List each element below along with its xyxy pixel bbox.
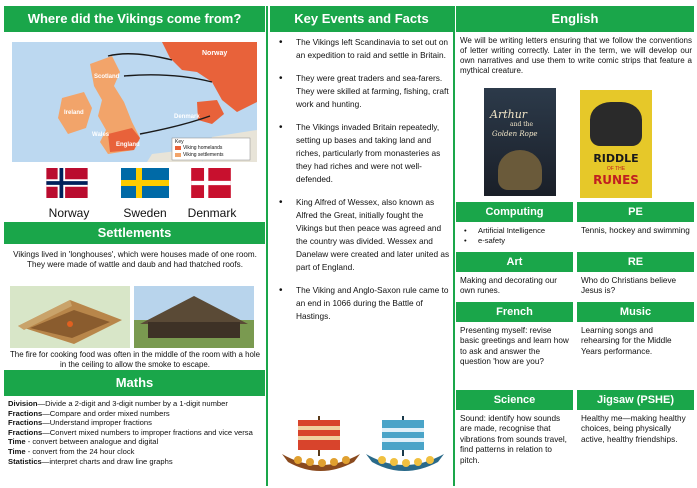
viking-ships-image [274,406,450,478]
sweden-flag-icon [118,168,172,198]
french-section [456,302,573,372]
map-key-settlements: Viking settlements [183,152,224,158]
map-label-england: England [116,142,140,148]
book-cover-arthur: Arthur and the Golden Rope [484,88,556,196]
pe-section [577,202,694,240]
list-item: • Artificial Intelligence [462,226,573,236]
music-title: Music [577,302,694,322]
list-item: • King Alfred of Wessex, also known as Alfred the Great, initially fought the Vikings but then peace was agreed and the country was divided. Wessex and Danelaw were created and later united as part of England. [274,196,452,274]
vikings-map [12,42,257,162]
jigsaw-title: Jigsaw (PSHE) [577,390,694,410]
column-right [456,6,694,486]
map-key-homelands: Viking homelands [183,145,223,151]
list-item: • The Viking and Anglo-Saxon rule came to an end in 1066 during the Battle of Hastings. [274,284,452,323]
music-section [577,302,694,361]
vikings-title: Where did the Vikings come from? [4,6,265,32]
divider [453,6,455,486]
art-title: Art [456,252,573,272]
settlements-title: Settlements [4,222,265,244]
map-label-wales: Wales [92,132,110,138]
science-text: Sound: identify how sounds are made, recognise that vibrations from sounds travel, find patterns in relation to pitch. [460,414,567,465]
maths-item: Time - convert from the 24 hour clock [8,446,135,456]
jigsaw-text: Healthy me—making healthy choices, being physically active, healthy friendships. [581,414,686,444]
map-key-title: Key [175,139,184,145]
re-text: Who do Christians believe Jesus is? [581,276,677,296]
science-section [456,390,573,470]
column-left [4,6,265,486]
art-section [456,252,573,301]
maths-item: Time - convert between analogue and digital [8,437,159,447]
computing-list [456,222,573,245]
settlements-text: Vikings lived in 'longhouses', which were houses made of one room. They were made of wattle and daub and had thatched roofs. [13,250,257,270]
french-text: Presenting myself: revise basic greetings and learn how to ask and answer the question 'how are you? [460,326,569,367]
maths-list [8,399,264,466]
book-cover-riddle-runes: RIDDLE OF THE RUNES [580,90,652,198]
english-title: English [456,6,694,32]
list-item: • The Vikings invaded Britain repeatedly, setting up bases and taking land and riches, particularly from monasteries as they had riches and were not well-defended. [274,121,452,186]
divider [266,6,268,486]
french-title: French [456,302,573,322]
list-item: • e-safety [462,236,573,246]
art-text: Making and decorating our own runes. [460,276,557,296]
maths-item: Fractions—Compare and order mixed numbers [8,408,170,418]
flag-label-norway: Norway [48,206,90,220]
settlements-fire-text: The fire for cooking food was often in the middle of the room with a hole in the ceiling to allow the smoke to escape. [9,350,260,369]
pe-text: Tennis, hockey and swimming [581,226,690,235]
pe-title: PE [577,202,694,222]
re-section [577,252,694,301]
longhouse-cutaway-image [10,286,130,348]
maths-item: Fractions—Convert mixed numbers to improper fractions and vice versa [8,427,253,437]
computing-title: Computing [456,202,573,222]
map-label-norway: Norway [202,50,228,57]
english-text: We will be writing letters ensuring that we follow the conventions of letter writing correctly. Later in the term, we will develop our own narratives and use them to write comic strips that feature a mythical creature. [460,36,692,75]
computing-section [456,202,573,245]
map-label-denmark: Denmark [174,114,200,120]
flag-label-denmark: Denmark [187,206,237,220]
norway-flag-icon [40,168,94,198]
jigsaw-section [577,390,694,449]
list-item: • They were great traders and sea-farers. They were skilled at farming, fishing, craft work and hunting. [274,72,452,111]
longhouse-photo-image [134,286,254,348]
map-label-ireland: Ireland [64,110,84,116]
maths-item: Fractions—Understand improper fractions [8,418,152,428]
re-title: RE [577,252,694,272]
column-middle [270,6,453,486]
list-item: • The Vikings left Scandinavia to set out on an expedition to raid and settle in Britain. [274,36,452,62]
denmark-flag-icon [184,168,238,198]
key-events-list [274,36,452,333]
map-label-scotland: Scotland [94,74,120,80]
science-title: Science [456,390,573,410]
maths-item: Division—Divide a 2-digit and 3-digit number by a 1-digit number [8,399,228,408]
maths-item: Statistics—interpret charts and draw line graphs [8,456,173,466]
key-events-title: Key Events and Facts [270,6,453,32]
flag-label-sweden: Sweden [123,206,167,220]
maths-title: Maths [4,370,265,396]
music-text: Learning songs and rehearsing for the Middle Years performance. [581,326,672,356]
